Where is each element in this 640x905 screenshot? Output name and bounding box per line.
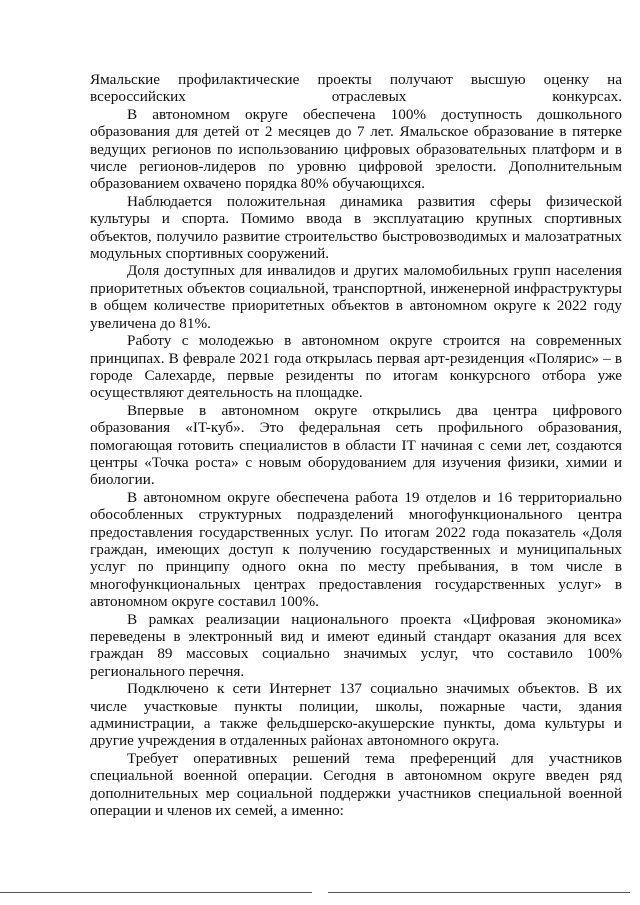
paragraph-mfc: В автономном округе обеспечена работа 19 отделов и 16 территориально обособленных структурных подразделений многофункционального центра предоставления государственных услуг. По итогам 2022 года показатель «Доля граждан, имеющих доступ к получению государственных и муниципальных услуг по принципу одного окна по месту пребывания, в том числе в многофункциональных центрах предоставления государственных услуг» в автономном округе составил 100%. [90,488,622,611]
paragraph-preschool-education: В автономном округе обеспечена 100% доступность дошкольного образования для детей от 2 месяцев до 7 лет. Ямальское образование в пятерке ведущих регионов по использованию цифровых образовательных платформ и в числе регионов-лидеров по уровню цифровой зрелости. Дополнительным образованием охвачено порядка 80% обучающихся. [90,105,622,193]
paragraph-sport: Наблюдается положительная динамика развития сферы физической культуры и спорта. Помимо ввода в эксплуатацию крупных спортивных объектов, получило развитие строительство быстровозводимых и малозатратных модульных спортивных сооружений. [90,192,622,263]
footer-divider-left [0,892,312,893]
paragraph-svo-support: Требует оперативных решений тема преференций для участников специальной военной операции. Сегодня в автономном округе введен ряд дополнительных мер социальной поддержки участников специальной военной операции и членов их семей, а именно: [90,749,622,820]
paragraph-accessibility: Доля доступных для инвалидов и других маломобильных групп населения приоритетных объектов социальной, транспортной, инженерной инфраструктуры в общем количестве приоритетных объектов в автономном округе к 2022 году увеличена до 81%. [90,262,622,332]
paragraph-youth: Работу с молодежью в автономном округе строится на современных принципах. В феврале 2021 года открылась первая арт-резиденция «Полярис» – в городе Салехарде, первые резиденты по итогам конкурсного отбора уже осуществляют деятельность на площадке. [90,332,622,402]
paragraph-prevention-projects: Ямальские профилактические проекты получают высшую оценку на всероссийских отраслевых конкурсах. [90,71,622,106]
paragraph-it-cube: Впервые в автономном округе открылись два центра цифрового образования «IT-куб». Это федеральная сеть профильного образования, помогающая готовить специалистов в области IT начиная с семи лет, создаются центры «Точка роста» с новым оборудованием для изучения физики, химии и биологии. [90,401,622,489]
paragraph-digital-economy: В рамках реализации национального проекта «Цифровая экономика» переведены в электронный вид и имеют единый стандарт оказания для всех граждан 89 массовых социально значимых услуг, что составило 100% регионального перечня. [90,610,622,680]
document-body [90,71,622,819]
paragraph-internet: Подключено к сети Интернет 137 социально значимых объектов. В их числе участковые пункты полиции, школы, пожарные части, здания администрации, а также фельдшерско-акушерские пункты, дома культуры и другие учреждения в отдаленных районах автономного округа. [90,680,622,750]
footer-divider-right [328,892,630,893]
